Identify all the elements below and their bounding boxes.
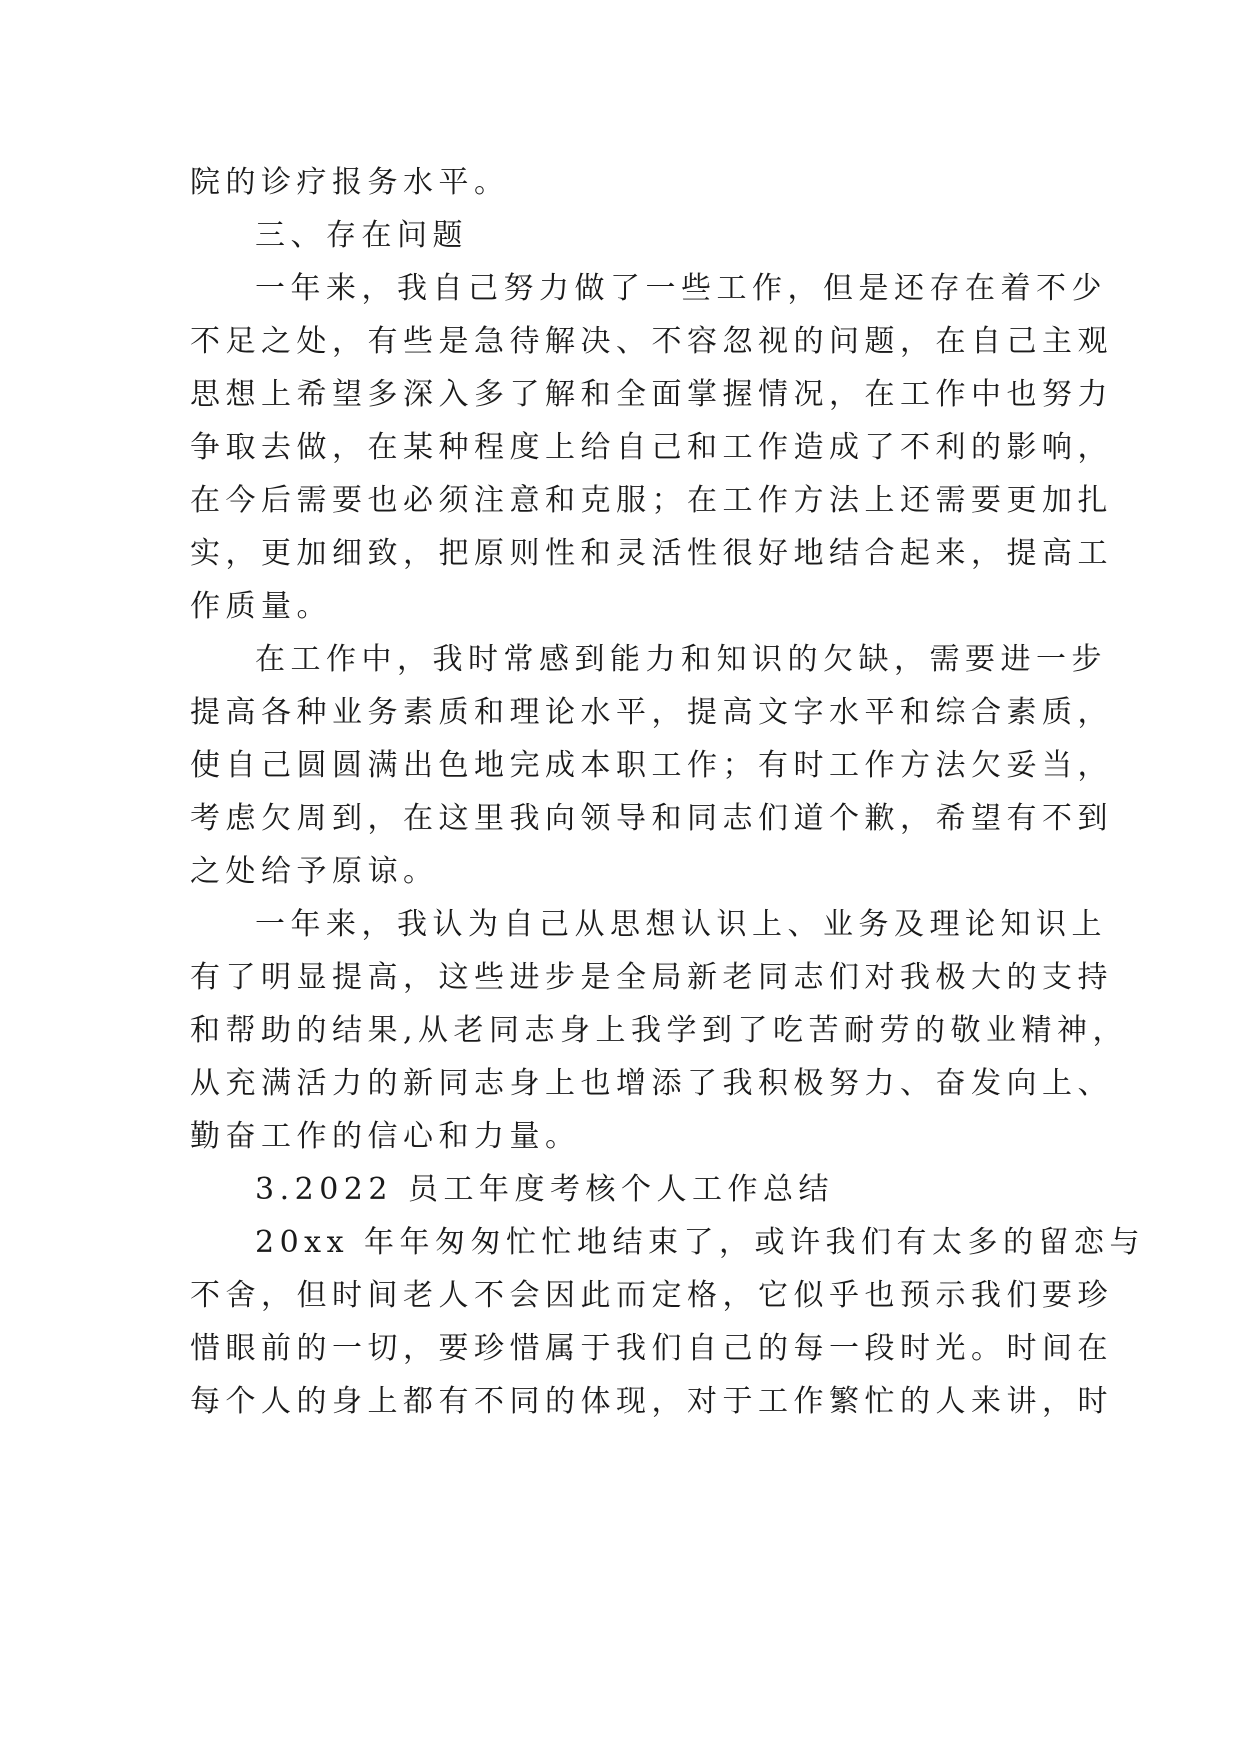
text-line: 一年来，我自己努力做了一些工作，但是还存在着不少: [255, 271, 1107, 306]
text-line: 惜眼前的一切，要珍惜属于我们自己的每一段时光。时间在: [190, 1331, 1113, 1366]
text-line: 勤奋工作的信心和力量。: [190, 1119, 581, 1154]
text-line: 20xx 年年匆匆忙忙地结束了，或许我们有太多的留恋与: [255, 1225, 1146, 1260]
text-line: 考虑欠周到，在这里我向领导和同志们道个歉，希望有不到: [190, 801, 1113, 836]
text-line: 和帮助的结果,从老同志身上我学到了吃苦耐劳的敬业精神，: [190, 1013, 1129, 1048]
text-line: 争取去做，在某种程度上给自己和工作造成了不利的影响，: [190, 430, 1113, 465]
text-line: 思想上希望多深入多了解和全面掌握情况，在工作中也努力: [190, 377, 1113, 412]
text-line: 从充满活力的新同志身上也增添了我积极努力、奋发向上、: [190, 1066, 1113, 1101]
text-line: 3.2022 员工年度考核个人工作总结: [255, 1172, 835, 1207]
text-line: 有了明显提高，这些进步是全局新老同志们对我极大的支持: [190, 960, 1113, 995]
text-line: 之处给予原谅。: [190, 854, 439, 889]
text-line: 使自己圆圆满出色地完成本职工作；有时工作方法欠妥当，: [190, 748, 1113, 783]
text-line: 院的诊疗报务水平。: [190, 165, 510, 200]
text-line: 一年来，我认为自己从思想认识上、业务及理论知识上: [255, 907, 1107, 942]
document-body: [190, 156, 1146, 1428]
text-line: 在工作中，我时常感到能力和知识的欠缺，需要进一步: [255, 642, 1107, 677]
text-line: 作质量。: [190, 589, 332, 624]
text-line: 实，更加细致，把原则性和灵活性很好地结合起来，提高工: [190, 536, 1113, 571]
text-line: 不足之处，有些是急待解决、不容忽视的问题，在自己主观: [190, 324, 1113, 359]
text-line: 三、存在问题: [255, 218, 468, 253]
text-line: 每个人的身上都有不同的体现，对于工作繁忙的人来讲，时: [190, 1384, 1113, 1419]
text-line: 提高各种业务素质和理论水平，提高文字水平和综合素质，: [190, 695, 1113, 730]
text-line: 在今后需要也必须注意和克服；在工作方法上还需要更加扎: [190, 483, 1113, 518]
text-line: 不舍，但时间老人不会因此而定格，它似乎也预示我们要珍: [190, 1278, 1113, 1313]
